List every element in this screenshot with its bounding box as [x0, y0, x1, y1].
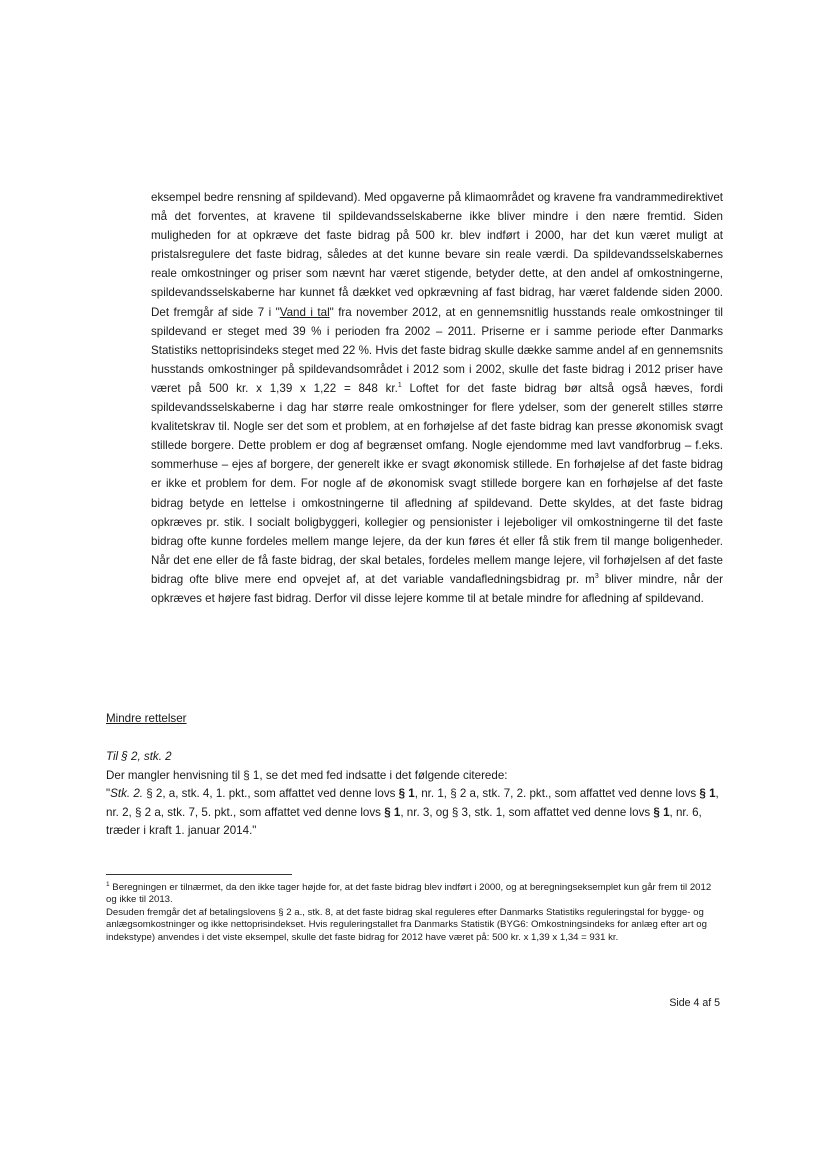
page-number: Side 4 af 5	[669, 997, 720, 1009]
subsection-intro: Der mangler henvisning til § 1, se det med fed indsatte i det følgende citerede:	[106, 768, 508, 782]
footnote-line: Desuden fremgår det af betalingslovens § 2 a., stk. 8, at det faste bidrag skal reguleres efter Danmarks Statistiks reguleringstal for bygge- og anlægsomkostninger og ikke nettoprisindekset. Hvis reguleringstallet fra Danmarks Statistik (BYG6: Omkostningsindeks for anlæg efter art og indekstype) anvendes i det viste eksempel, skulle det faste bidrag for 2012 have været på: 500 kr. x 1,39 x 1,34 = 931 kr.	[106, 906, 707, 943]
cubic-superscript: 3	[594, 573, 599, 581]
footnote-divider	[106, 874, 292, 875]
body-text	[151, 188, 723, 608]
subsection-title: Til § 2, stk. 2	[106, 750, 172, 763]
footnote-reference[interactable]: 1	[397, 382, 402, 390]
quoted-provision: "Stk. 2. § 2, a, stk. 4, 1. pkt., som affattet ved denne lovs § 1, nr. 1, § 2 a, stk. 7, 2. pkt., som affattet ved denne lovs § 1, nr. 2, § 2 a, stk. 7, 5. pkt., som affattet ved denne lovs § 1, nr. 3, og § 3, stk. 1, som affattet ved denne lovs § 1, nr. 6, træder i kraft 1. januar 2014."	[106, 787, 719, 838]
section-heading: Mindre rettelser	[106, 712, 187, 725]
body-paragraph: eksempel bedre rensning af spildevand). Med opgaverne på klimaområdet og kravene fra vandrammedirektivet må det forventes, at kravene til spildevandsselskaberne ikke bliver mindre i den nære fremtid. Siden muligheden for at opkræve det faste bidrag på 500 kr. blev indført i 2000, har det kun været muligt at pristalsregulere det faste bidrag, således at det kunne bevare sin reale værdi. Da spildevandsselskabernes reale omkostninger og priser som nævnt har været stigende, betyder dette, at den andel af omkostningerne, spildevandsselskaberne har kunnet få dækket ved opkrævning af fast bidrag, har været faldende siden 2000. Det fremgår af side 7 i "Vand i tal" fra november 2012, at en gennemsnitlig husstands reale omkostninger til spildevand er steget med 39 % i perioden fra 2002 – 2011. Priserne er i samme periode efter Danmarks Statistiks nettoprisindeks steget med 22 %. Hvis det faste bidrag skulle dække samme andel af en gennemsnits husstands omkostninger på spildevandsområdet i 2012 som i 2002, skulle det faste bidrag i 2012 priser have været på 500 kr. x 1,39 x 1,22 = 848 kr.$^1$ Loftet for det faste bidrag bør altså også hæves, fordi spildevandsselskaberne i dag har større reale omkostninger for flere ydelser, som der generelt stilles større kvalitetskrav til. Nogle ser det som et problem, at en forhøjelse af det faste bidrag kan presse økonomisk svagt stillede borgere. Dette problem er dog af begrænset omfang. Nogle ejendomme med lavt vandforbrug – f.eks. sommerhuse – ejes af borgere, der generelt ikke er svagt økonomisk stillede. En forhøjelse af det faste bidrag er ikke et problem for dem. For nogle af de økonomisk svagt stillede borgere kan en forhøjelse af det faste bidrag betyde en lettelse i omkostningerne til afledning af spildevand. Dette skyldes, at det faste bidrag opkræves pr. stik. I socialt boligbyggeri, kollegier og pensionister i lejeboliger vil omkostningerne til det faste bidrag ofte kunne fordeles mellem mange lejere, da der kun føres ét eller få stik frem til mange boligenheder. Når det ene eller de få faste bidrag, der skal betales, fordeles mellem mange lejere, vil forhøjelsen af det faste bidrag ofte blive mere end opvejet af, at det variable vandafledningsbidrag pr. $m^3$ bliver mindre, når der opkræves et højere fast bidrag. Derfor vil disse lejere komme til at betale mindre for afledning af spildevand.	[151, 191, 724, 605]
vand-i-tal-link[interactable]: Vand i tal	[279, 305, 330, 319]
footnote-line: $^1$ Beregningen er tilnærmet, da den ikke tager højde for, at det faste bidrag blev indført i 2000, og at beregningseksemplet kun går frem til 2012 og ikke til 2013.	[106, 880, 712, 906]
footnotes	[106, 882, 720, 944]
subsection	[106, 748, 726, 841]
